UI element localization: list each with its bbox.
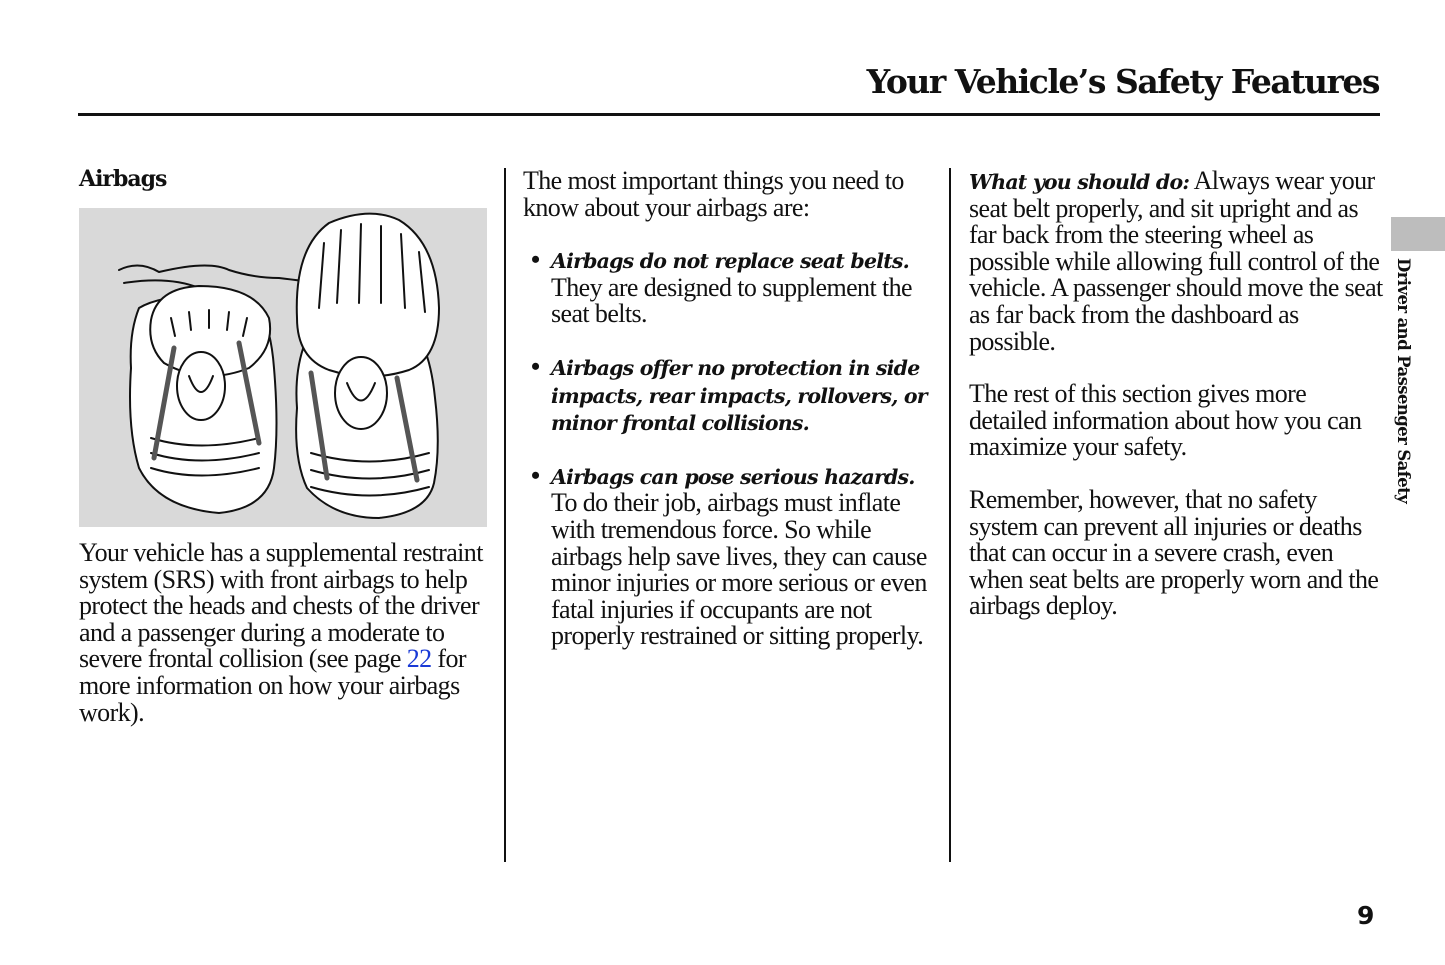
column-divider-left <box>504 168 506 862</box>
recommendations-column <box>969 168 1389 646</box>
bullet-emphasis: Airbags do not replace seat belts. <box>551 249 909 274</box>
column-divider-right <box>949 168 951 862</box>
reminder-paragraph: Remember, however, that no safety system can prevent all injuries or deaths that can occur in a severe crash, even when seat belts are properly worn and the airbags deploy. <box>969 484 1379 621</box>
bullet-emphasis: Airbags can pose serious hazards. <box>551 464 915 489</box>
bullet-text: To do their job, airbags must inflate with tremendous force. So while airbags help save lives, they can cause minor injuries or more serious or even fatal injuries if occupants are not properly restrained or sitting properly. <box>551 488 927 651</box>
bullet-item <box>523 460 943 651</box>
bullet-item <box>523 247 943 328</box>
what-to-do-text: Always wear your seat belt properly, and sit upright and as far back from the steering wheel as possible while allowing full control of the vehicle. A passenger should move the seat as far back from the dashboard as possible. <box>969 166 1383 356</box>
page-number: 9 <box>1357 901 1375 930</box>
chapter-label: Driver and Passenger Safety <box>1394 258 1413 504</box>
bullet-text: They are designed to supplement the seat belts. <box>551 272 912 329</box>
bullet-dot-icon: • <box>531 351 540 381</box>
chapter-tab <box>1391 217 1445 251</box>
section-heading: Airbags <box>79 166 167 192</box>
key-facts-intro: The most important things you need to know about your airbags are: <box>523 166 904 222</box>
airbags-description <box>79 540 499 726</box>
header-rule <box>78 113 1380 116</box>
bullet-dot-icon: • <box>531 245 540 275</box>
description-text-start: Your vehicle has a supplemental restraint system (SRS) with front airbags to help protect the heads and chests of the driver and a passenger during a moderate to severe frontal collision (see page <box>79 538 483 674</box>
bullet-item <box>523 351 943 437</box>
what-to-do-lead: What you should do: <box>969 170 1190 194</box>
key-facts-column <box>523 168 943 676</box>
description-text-end: for more information on how your airbags work). <box>79 644 466 727</box>
bullet-emphasis: Airbags offer no protection in side impacts, rear impacts, rollovers, or minor frontal collisions. <box>551 355 927 436</box>
page-title: Your Vehicle’s Safety Features <box>866 62 1379 101</box>
airbag-illustration <box>79 208 487 527</box>
what-to-do-paragraph <box>969 168 1389 355</box>
section-overview-paragraph: The rest of this section gives more detailed information about how you can maximize your safety. <box>969 379 1362 462</box>
page-22-link[interactable]: 22 <box>406 644 432 674</box>
bullet-dot-icon: • <box>531 460 540 490</box>
